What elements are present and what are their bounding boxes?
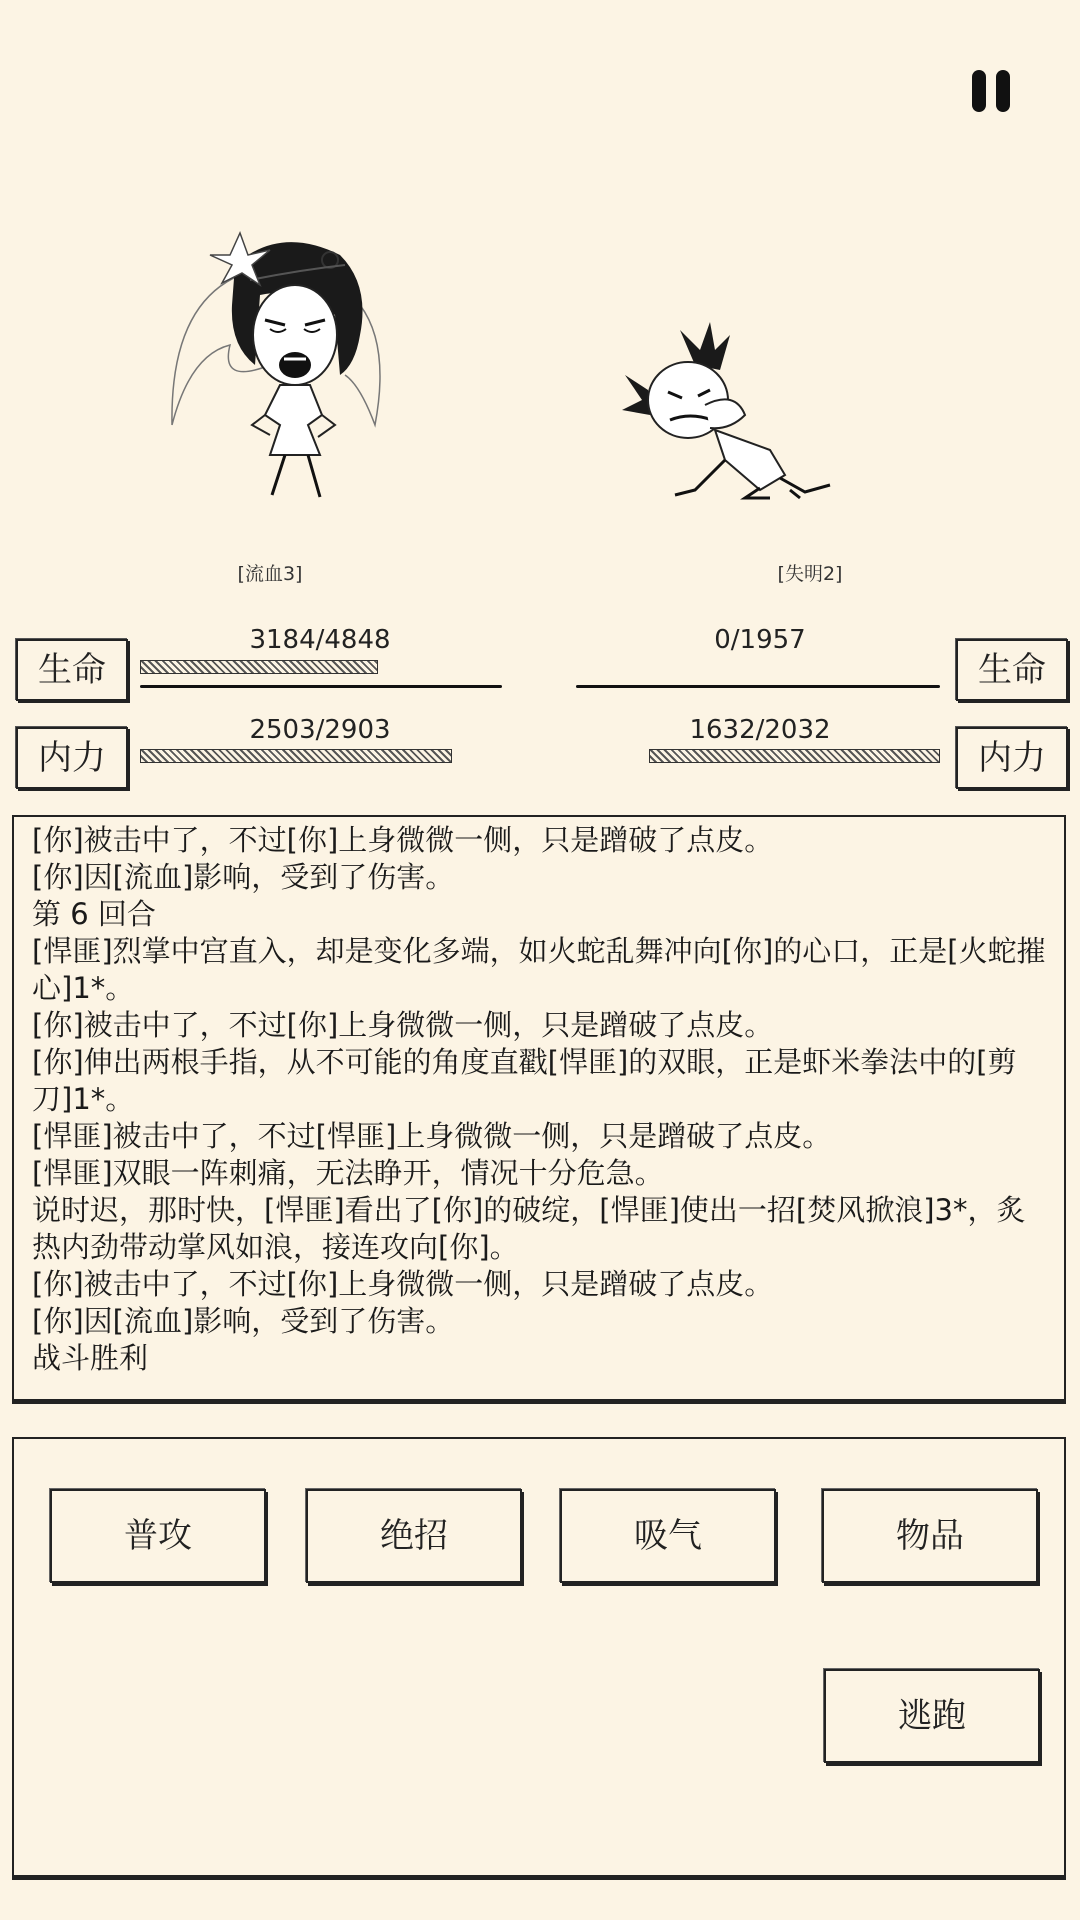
items-button[interactable]: 物品 bbox=[822, 1489, 1038, 1583]
attack-button[interactable]: 普攻 bbox=[50, 1489, 266, 1583]
player-hp-bar bbox=[140, 660, 378, 674]
breathe-button[interactable]: 吸气 bbox=[560, 1489, 776, 1583]
log-line: [你]被击中了，不过[你]上身微微一侧，只是蹭破了点皮。 bbox=[32, 823, 774, 857]
log-line: 说时迟，那时快，[悍匪]看出了[你]的破绽，[悍匪]使出一招[焚风掀浪]3*，炙热内劲带动掌风如浪，接连攻向[你]。 bbox=[32, 1193, 1026, 1264]
log-line: 第 6 回合 bbox=[32, 897, 156, 931]
player-mp-text: 2503/2903 bbox=[249, 715, 391, 745]
log-line: [悍匪]被击中了，不过[悍匪]上身微微一侧，只是蹭破了点皮。 bbox=[32, 1119, 832, 1153]
log-line: [你]被击中了，不过[你]上身微微一侧，只是蹭破了点皮。 bbox=[32, 1008, 774, 1042]
enemy-character bbox=[620, 320, 840, 510]
player-hp-label: 生命 bbox=[16, 639, 128, 701]
log-line: [你]因[流血]影响，受到了伤害。 bbox=[32, 1304, 455, 1338]
battle-log-lines bbox=[32, 822, 1050, 1377]
pause-bar-right bbox=[996, 70, 1010, 112]
action-panel bbox=[12, 1437, 1066, 1877]
enemy-mp-bar bbox=[649, 749, 940, 763]
player-hp-track bbox=[140, 685, 502, 688]
enemy-hp-text: 0/1957 bbox=[714, 625, 806, 655]
pause-bar-left bbox=[972, 70, 986, 112]
special-move-button[interactable]: 绝招 bbox=[306, 1489, 522, 1583]
enemy-mp-label: 内力 bbox=[956, 727, 1068, 789]
log-line: 战斗胜利 bbox=[32, 1341, 149, 1375]
flee-button[interactable]: 逃跑 bbox=[824, 1669, 1040, 1763]
log-line: [悍匪]烈掌中宫直入，却是变化多端，如火蛇乱舞冲向[你]的心口，正是[火蛇摧心]1*。 bbox=[32, 934, 1046, 1005]
player-hp-text: 3184/4848 bbox=[249, 625, 391, 655]
log-line: [悍匪]双眼一阵刺痛，无法睁开，情况十分危急。 bbox=[32, 1156, 664, 1190]
player-character bbox=[160, 225, 400, 505]
player-status-effect: [流血3] bbox=[237, 563, 303, 585]
log-line: [你]被击中了，不过[你]上身微微一侧，只是蹭破了点皮。 bbox=[32, 1267, 774, 1301]
enemy-status-effect: [失明2] bbox=[777, 563, 843, 585]
player-mp-bar bbox=[140, 749, 452, 763]
battle-log[interactable] bbox=[12, 815, 1066, 1401]
log-line: [你]因[流血]影响，受到了伤害。 bbox=[32, 860, 455, 894]
enemy-hp-track bbox=[576, 685, 940, 688]
log-line: [你]伸出两根手指，从不可能的角度直戳[悍匪]的双眼，正是虾米拳法中的[剪刀]1*。 bbox=[32, 1045, 1017, 1116]
pause-button[interactable] bbox=[968, 66, 1016, 116]
player-mp-label: 内力 bbox=[16, 727, 128, 789]
enemy-mp-text: 1632/2032 bbox=[689, 715, 831, 745]
enemy-hp-label: 生命 bbox=[956, 639, 1068, 701]
